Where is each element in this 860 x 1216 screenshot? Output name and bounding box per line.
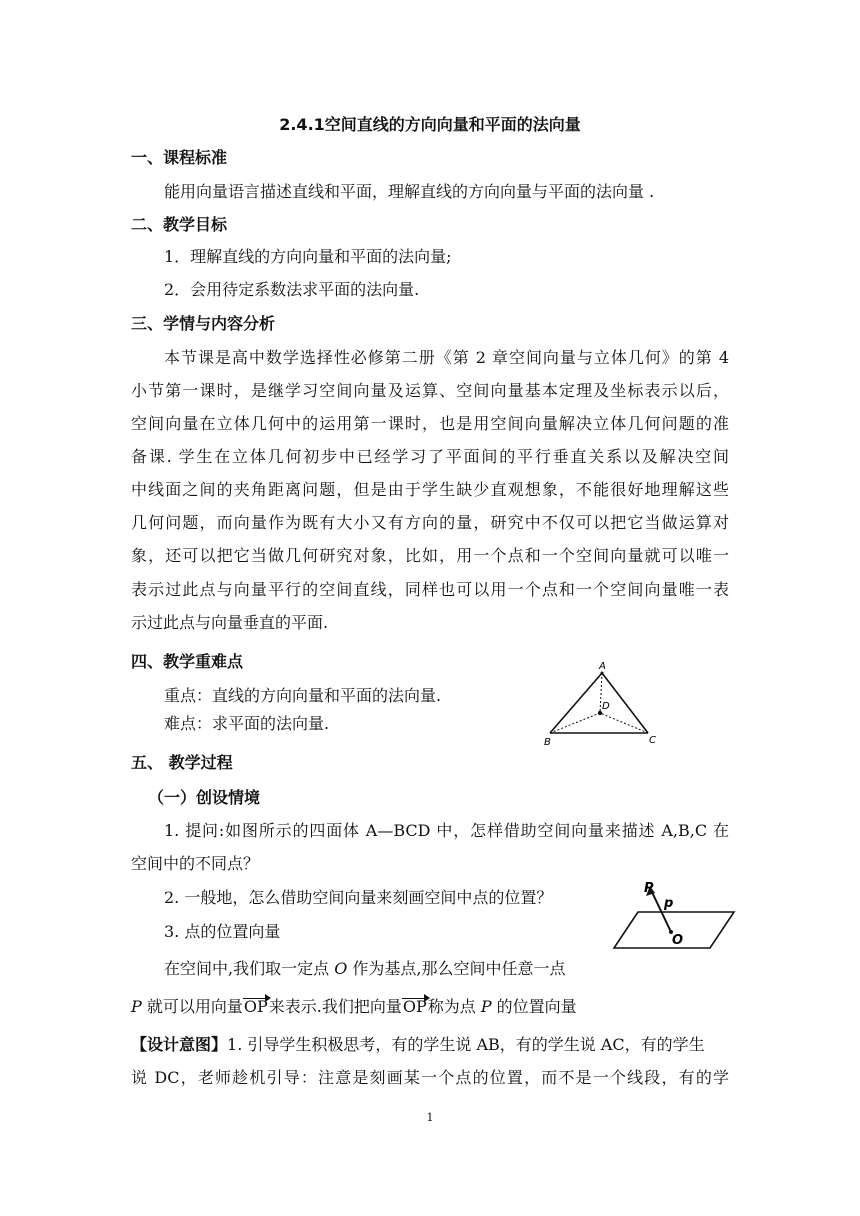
- question-2: 2. 一般地，怎么借助空间向量来刻画空间中点的位置？: [164, 888, 553, 907]
- subsection-heading-scenario: （一）创设情境: [148, 788, 261, 807]
- question-1-line-1: 1. 提问:如图所示的四面体 A—BCD 中，怎样借助空间向量来描述 A,B,C 在: [164, 821, 729, 840]
- edge-bd: [550, 713, 600, 733]
- goal-item-1: 1．理解直线的方向向量和平面的法向量;: [164, 247, 452, 266]
- analysis-line-9: 示过此点与向量垂直的平面.: [131, 613, 329, 632]
- pv-text-2: 作为基点,那么空间中任意一点: [347, 959, 566, 978]
- design-intent-label: 【设计意图】: [131, 1035, 228, 1054]
- label-p-upper: P: [644, 881, 654, 896]
- analysis-line-7: 象，还可以把它当做几何研究对象，比如，用一个点和一个空间向量就可以唯一: [131, 546, 729, 565]
- label-o: O: [672, 933, 684, 948]
- design-intent-line-1: [131, 1035, 729, 1055]
- design-intent-text-1: 1. 引导学生积极思考，有的学生说 AB，有的学生说 AC，有的学生: [227, 1035, 705, 1054]
- question-1-line-2: 空间中的不同点？: [131, 854, 260, 873]
- question-3: 3. 点的位置向量: [164, 922, 281, 941]
- analysis-line-2: 小节第一课时，是继学习空间向量及运算、空间向量基本定理及坐标表示以后，: [131, 381, 729, 400]
- course-standard-text: 能用向量语言描述直线和平面，理解直线的方向向量与平面的法向量 .: [164, 182, 655, 201]
- analysis-line-6: 几何问题，而向量作为既有大小又有方向的量，研究中不仅可以把它当做运算对: [131, 513, 729, 532]
- vector-op-2: OP: [402, 997, 427, 1016]
- analysis-line-4: 备课. 学生在立体几何初步中已经学习了平面间的平行垂直关系以及解决空间: [131, 447, 729, 466]
- pv-text-6: 的位置向量: [491, 997, 577, 1016]
- section-heading-analysis: 三、学情与内容分析: [131, 314, 276, 333]
- design-intent-line-2: 说 DC，老师趁机引导：注意是刻画某一个点的位置，而不是一个线段，有的学: [131, 1068, 729, 1087]
- analysis-line-5: 中线面之间的夹角距离问题，但是由于学生缺少直观想象，不能很好地理解这些: [131, 480, 729, 499]
- section-heading-course-standard: 一、课程标准: [131, 148, 228, 167]
- analysis-line-8: 表示过此点与向量平行的空间直线，同样也可以用一个点和一个空间向量唯一表: [131, 580, 729, 599]
- edge-ab: [550, 673, 602, 733]
- difficult-point-text: 难点：求平面的法向量.: [164, 714, 330, 733]
- label-b: B: [544, 737, 551, 748]
- section-heading-process: 五、 教学过程: [131, 753, 233, 772]
- pv-o-symbol: O: [334, 959, 348, 978]
- key-point-text: 重点：直线的方向向量和平面的法向量.: [164, 686, 442, 705]
- tetrahedron-figure: [538, 656, 668, 748]
- position-vector-line-1: [164, 959, 566, 979]
- analysis-line-3: 空间向量在立体几何中的运用第一课时，也是用空间向量解决立体几何问题的准: [131, 414, 729, 433]
- section-heading-teaching-goals: 二、教学目标: [131, 215, 228, 234]
- analysis-line-1: 本节课是高中数学选择性必修第二册《第 2 章空间向量与立体几何》的第 4: [164, 348, 729, 367]
- label-a: A: [599, 661, 606, 672]
- label-c: C: [649, 735, 656, 746]
- pv-text-1: 在空间中,我们取一定点: [164, 959, 335, 978]
- pv-p-symbol: P: [131, 997, 142, 1016]
- pv-text-4: 来表示.我们把向量: [268, 997, 402, 1016]
- vector-op: OP: [243, 997, 268, 1016]
- page-number: 1: [426, 1111, 434, 1124]
- pv-text-5: 称为点: [427, 997, 481, 1016]
- section-heading-key-points: 四、教学重难点: [131, 652, 244, 671]
- plane-vector-figure: [606, 876, 736, 952]
- label-d: D: [602, 701, 610, 712]
- label-p-lower: p: [664, 896, 674, 911]
- goal-item-2: 2．会用待定系数法求平面的法向量.: [164, 280, 420, 299]
- page-title: 2.4.1空间直线的方向向量和平面的法向量: [279, 115, 581, 134]
- pv-p-symbol-2: P: [480, 997, 492, 1016]
- pv-text-3: 就可以用向量: [141, 997, 243, 1016]
- position-vector-line-2: [131, 997, 577, 1017]
